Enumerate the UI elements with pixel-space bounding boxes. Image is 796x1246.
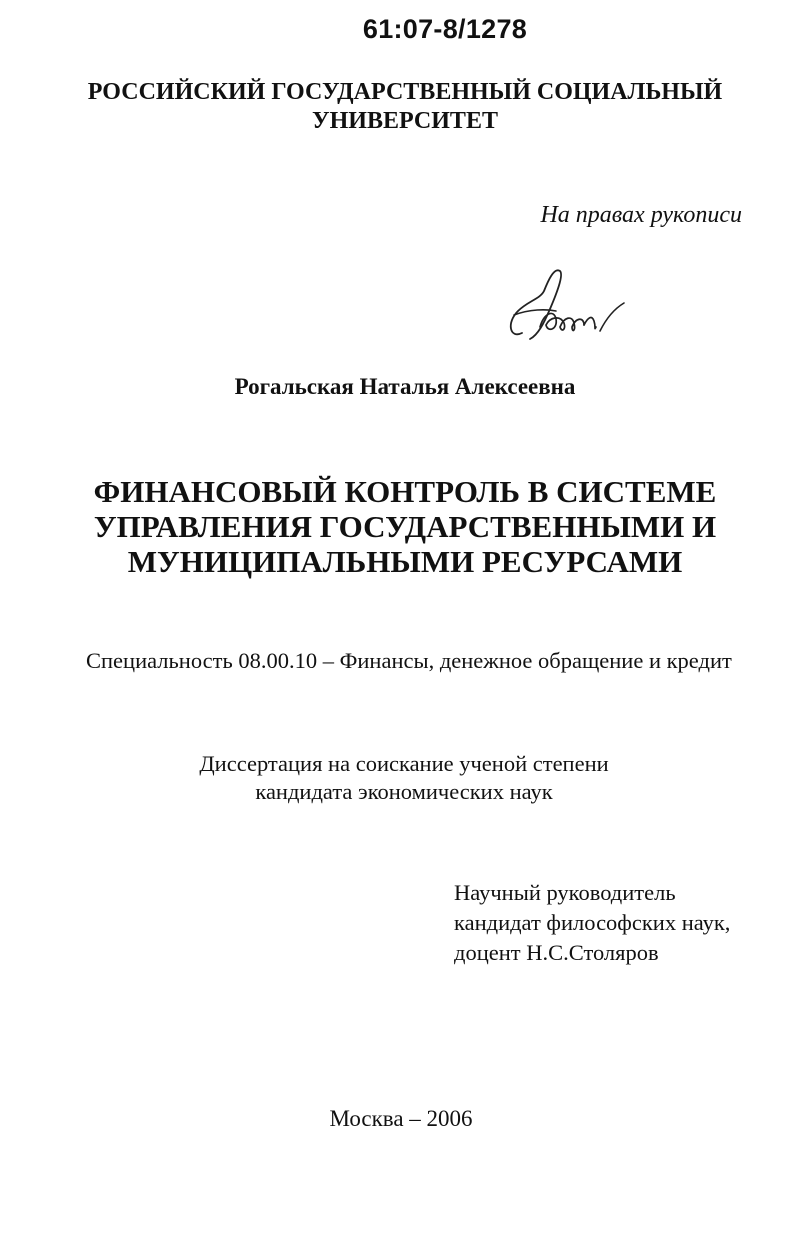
- title-line-2: УПРАВЛЕНИЯ ГОСУДАРСТВЕННЫМИ И: [93, 509, 717, 544]
- supervisor-line-2: кандидат философских наук,: [454, 910, 731, 935]
- supervisor-block: [454, 878, 730, 968]
- rights-note: На правах рукописи: [540, 202, 742, 228]
- author-name: Рогальская Наталья Алексеевна: [234, 374, 576, 399]
- organization-line-2: УНИВЕРСИТЕТ: [312, 108, 498, 134]
- title-line-1: ФИНАНСОВЫЙ КОНТРОЛЬ В СИСТЕМЕ: [93, 474, 717, 509]
- dissertation-title: [0, 474, 796, 579]
- degree-line-1: Диссертация на соискание ученой степени: [199, 751, 609, 776]
- organization-line-1: РОССИЙСКИЙ ГОСУДАРСТВЕННЫЙ СОЦИАЛЬНЫЙ: [87, 79, 723, 105]
- degree-statement: [0, 750, 796, 806]
- specialty-line: Специальность 08.00.10 – Финансы, денежное обращение и кредит: [86, 648, 732, 673]
- city-year: Москва – 2006: [329, 1106, 473, 1131]
- supervisor-line-1: Научный руководитель: [454, 880, 676, 905]
- registration-code: 61:07-8/1278: [362, 14, 528, 44]
- organization-name: [0, 78, 796, 136]
- signature-icon: [500, 265, 630, 345]
- degree-line-2: кандидата экономических наук: [255, 779, 553, 804]
- title-line-3: МУНИЦИПАЛЬНЫМИ РЕСУРСАМИ: [127, 544, 683, 579]
- supervisor-line-3: доцент Н.С.Столяров: [454, 940, 659, 965]
